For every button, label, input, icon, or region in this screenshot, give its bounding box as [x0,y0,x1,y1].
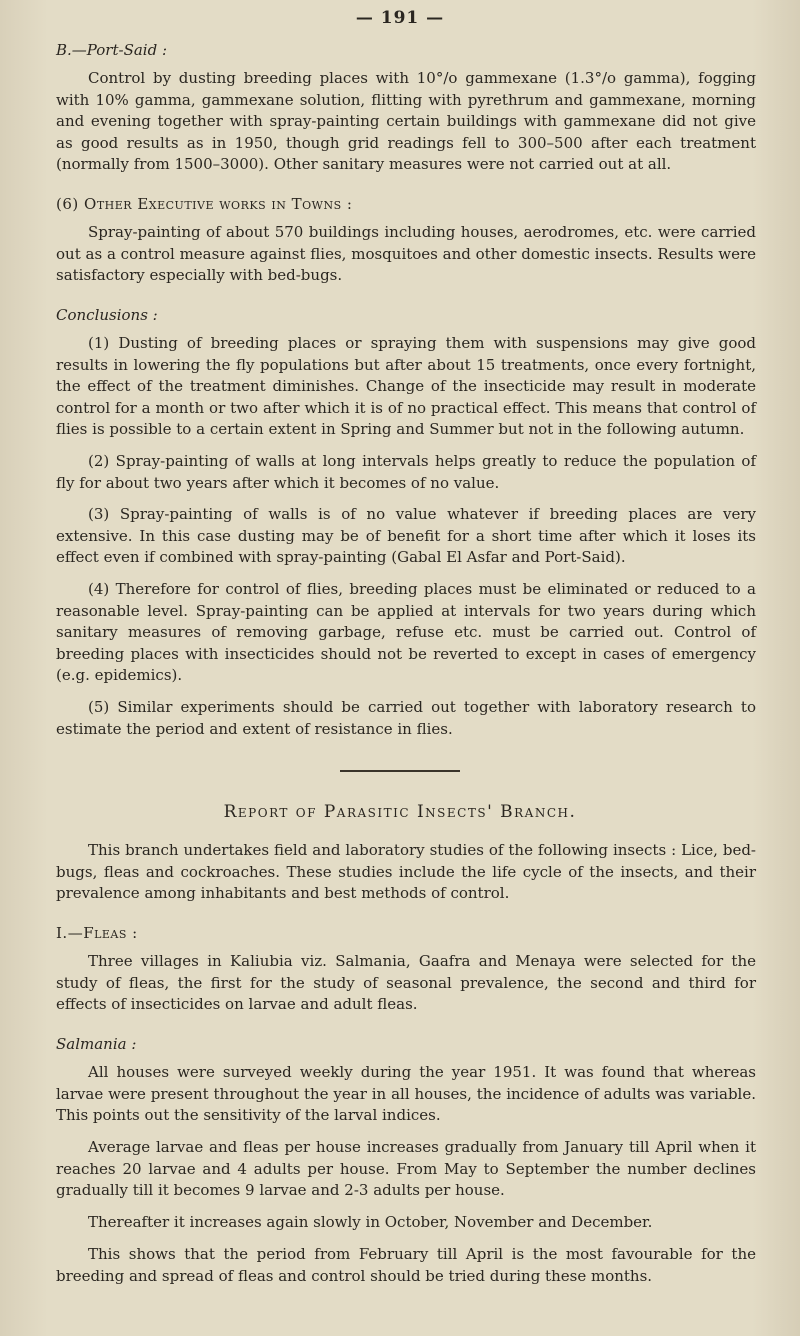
salmania-paragraph: Average larvae and fleas per house increases gradually from January till April when it reaches 20 larvae and 4 adults per house. From May to September the number declines gradually till it becomes 9 larvae and 2-3 adults per house. [56,1138,756,1200]
salmania-paragraph: All houses were surveyed weekly during the year 1951. It was found that whereas larvae were present throughout the year in all houses, the incidence of adults was variable. This points out the sensitivity of the larval indices. [56,1063,756,1125]
conclusion-4: (4) Therefore for control of flies, breeding places must be eliminated or reduced to a reasonable level. Spray-painting can be applied at intervals for two years during which sanitary measures of removing garbage, refuse etc. must be carried out. Control of breeding places with insecticides should not be reverted to except in cases of emergency (e.g. epidemics). [56,580,756,685]
report-heading: Report of Parasitic Insects' Branch. [223,802,577,822]
conclusion-5: (5) Similar experiments should be carried out together with laboratory research to estimate the period and extent of resistance in flies. [56,698,756,738]
salmania-paragraph: Thereafter it increases again slowly in October, November and December. [88,1213,653,1231]
conclusion-1: (1) Dusting of breeding places or spraying them with suspensions may give good results in lowering the fly populations but after about 15 treatments, once every fortnight, the effect of the treatment diminishes. Change of the insecticide may result in moderate control for a month or two after which it is of no practical effect. This means that control of flies is possible to a certain extent in Spring and Summer but not in the following autumn. [56,334,756,439]
conclusion-3: (3) Spray-painting of walls is of no value whatever if breeding places are very extensive. In this case dusting may be of benefit for a short time after which it loses its effect even if combined with spray-painting (Gabal El Asfar and Port-Said). [56,505,756,567]
report-intro: This branch undertakes field and laboratory studies of the following insects : Lice, bed-bugs, fleas and cockroaches. These studies include the life cycle of the insects, and their prevalence among inhabitants and best methods of control. [56,841,756,903]
page-number: — 191 — [355,8,445,28]
other-works-paragraph: Spray-painting of about 570 buildings including houses, aerodromes, etc. were carried out as a control measure against flies, mosquitoes and other domestic insects. Results were satisfactory especially with bed-bugs. [56,223,756,285]
port-said-heading: B.—Port-Said : [56,41,168,59]
section-divider [340,770,460,772]
conclusions-heading: Conclusions : [56,306,158,324]
salmania-paragraph: This shows that the period from February till April is the most favourable for the breeding and spread of fleas and control should be tried during these months. [56,1245,756,1285]
port-said-paragraph: Control by dusting breeding places with 10°/o gammexane (1.3°/o gamma), fogging with 10% gamma, gammexane solution, flitting with pyrethrum and gammexane, morning and evening together with spray-painting certain buildings with gammexane did not give as good results as in 1950, though grid readings fell to 300–500 after each treatment (normally from 1500–3000). Other sanitary measures were not carried out at all. [56,69,756,174]
fleas-paragraph: Three villages in Kaliubia viz. Salmania, Gaafra and Menaya were selected for the study of fleas, the first for the study of seasonal prevalence, the second and third for effects of insecticides on larvae and adult fleas. [56,952,756,1014]
conclusion-2: (2) Spray-painting of walls at long intervals helps greatly to reduce the population of fly for about two years after which it becomes of no value. [56,452,756,492]
fleas-heading: I.—Fleas : [56,924,138,942]
other-works-heading: (6) Other Executive works in Towns : [56,195,353,213]
salmania-heading: Salmania : [56,1035,137,1053]
